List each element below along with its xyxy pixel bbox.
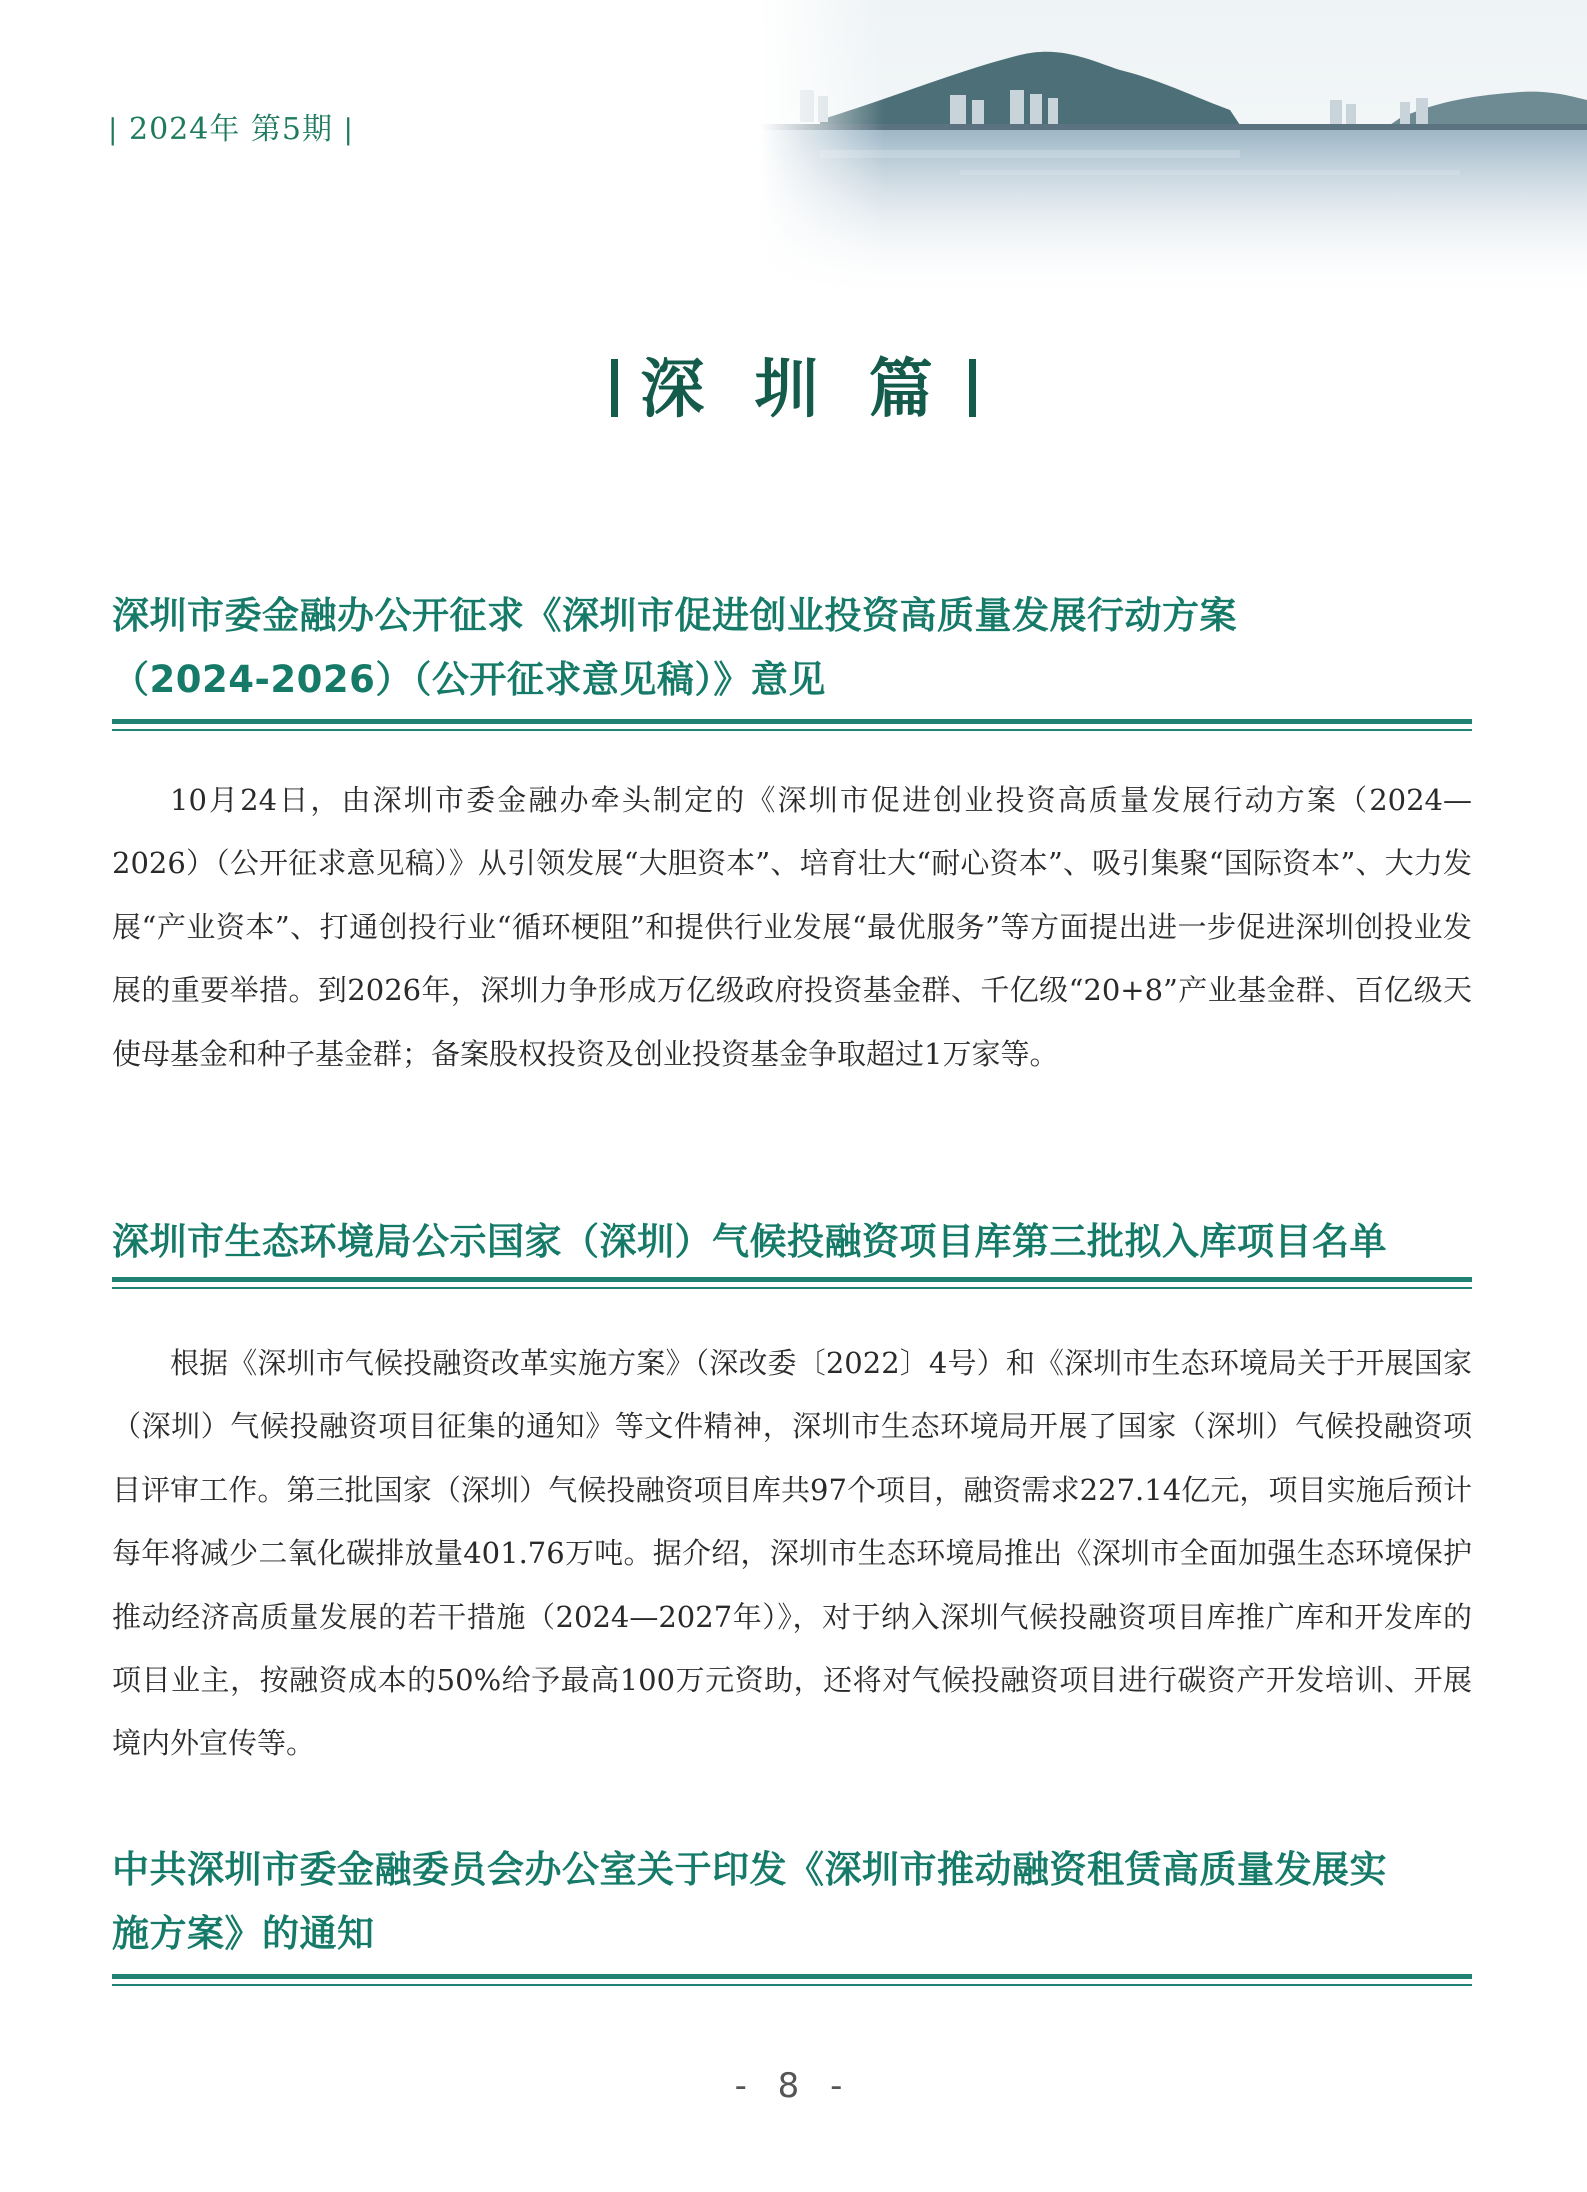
article-3-title — [112, 1838, 1472, 1966]
section-title — [0, 338, 1587, 430]
section-title-bar-left — [611, 359, 618, 417]
article-1-title-line-1: 深圳市委金融办公开征求《深圳市促进创业投资高质量发展行动方案 — [112, 594, 1237, 637]
article-1-title-rule — [112, 719, 1472, 731]
issue-label — [108, 104, 354, 148]
section-title-bar-right — [969, 359, 976, 417]
article-2-title-line-1: 深圳市生态环境局公示国家（深圳）气候投融资项目库第三批拟入库项目名单 — [112, 1220, 1387, 1263]
landscape-banner-image — [760, 0, 1587, 300]
article-3-title-line-1: 中共深圳市委金融委员会办公室关于印发《深圳市推动融资租赁高质量发展实 — [112, 1848, 1387, 1891]
issue-bar-left: | — [108, 113, 119, 146]
section-title-text: 深 圳 篇 — [640, 353, 947, 427]
article-2-title-rule — [112, 1277, 1472, 1289]
article-2-title — [112, 1210, 1472, 1274]
article-1-title — [112, 584, 1472, 712]
page-number: - 8 - — [734, 2066, 853, 2106]
issue-text: 2024年 第5期 — [128, 112, 333, 147]
article-2-body: 根据《深圳市气候投融资改革实施方案》（深改委〔2022〕4号）和《深圳市生态环境局关于开展国家（深圳）气候投融资项目征集的通知》等文件精神，深圳市生态环境局开展了国家（深圳）气候投融资项目评审工作。第三批国家（深圳）气候投融资项目库共97个项目，融资需求227.14亿元，项目实施后预计每年将减少二氧化碳排放量401.76万吨。据介绍，深圳市生态环境局推出《深圳市全面加强生态环境保护推动经济高质量发展的若干措施（2024—2027年）》，对于纳入深圳气候投融资项目库推广库和开发库的项目业主，按融资成本的50%给予最高100万元资助，还将对气候投融资项目进行碳资产开发培训、开展境内外宣传等。 — [112, 1346, 1472, 1761]
issue-bar-right: | — [343, 113, 354, 146]
article-3-title-rule — [112, 1974, 1472, 1986]
article-1-title-line-2: （2024-2026）（公开征求意见稿）》意见 — [112, 658, 826, 701]
article-1-body: 10月24日，由深圳市委金融办牵头制定的《深圳市促进创业投资高质量发展行动方案（2024—2026）（公开征求意见稿）》从引领发展“大胆资本”、培育壮大“耐心资本”、吸引集聚“国际资本”、大力发展“产业资本”、打通创投行业“循环梗阻”和提供行业发展“最优服务”等方面提出进一步促进深圳创投业发展的重要举措。到2026年，深圳力争形成万亿级政府投资基金群、千亿级“20+8”产业基金群、百亿级天使母基金和种子基金群；备案股权投资及创业投资基金争取超过1万家等。 — [112, 783, 1472, 1071]
article-3-title-line-2: 施方案》的通知 — [112, 1912, 375, 1955]
